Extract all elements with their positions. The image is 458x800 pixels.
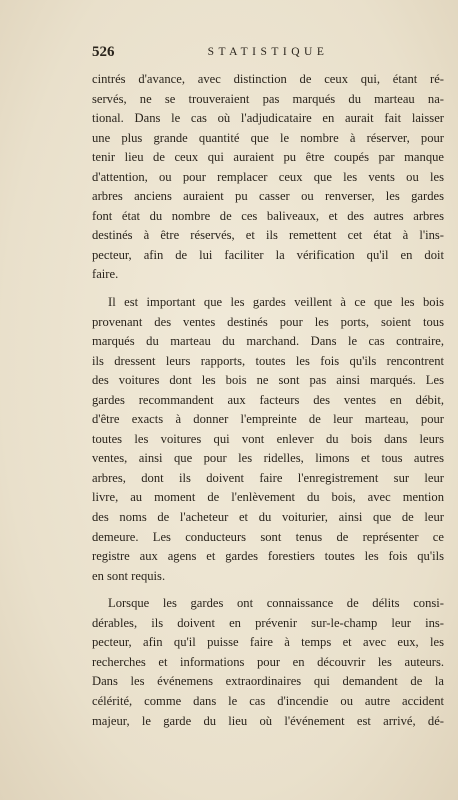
text-line: gardes recommandent aux facteurs des ventes en débit, <box>92 392 444 407</box>
running-head: STATISTIQUE <box>207 46 329 58</box>
paragraph <box>92 594 444 731</box>
text-line: Lorsque les gardes ont connaissance de délits consi- <box>108 596 444 611</box>
text-line: tional. Dans le cas où l'adjudicataire en aurait fait laisser <box>92 111 444 126</box>
text-line: arbres anciens auraient pu casser ou renverser, les gardes <box>92 189 444 204</box>
text-line: toutes les voitures qui vont enlever du bois dans leurs <box>92 431 444 446</box>
text-line: pecteur, afin de lui faciliter la vérification qu'il en doit <box>92 247 444 262</box>
text-line: livre, au moment de l'enlèvement du bois, avec mention <box>92 490 444 505</box>
paragraph <box>92 70 444 285</box>
text-line: Dans les événemens extraordinaires qui demandent de la <box>92 674 444 689</box>
paragraph <box>92 293 444 586</box>
text-line: tenir lieu de ceux qui auraient pu être coupés par manque <box>92 150 444 165</box>
text-line: servés, ne se trouveraient pas marqués du marteau na- <box>92 91 444 106</box>
text-line: recherches et informations pour en découvrir les auteurs. <box>92 654 444 669</box>
text-line: ventes, ainsi que pour les ridelles, limons et tous autres <box>92 451 444 466</box>
text-line: dérables, ils doivent en prévenir sur-le-champ leur ins- <box>92 615 444 630</box>
text-line: d'être exacts à donner l'empreinte de leur marteau, pour <box>92 412 444 427</box>
text-line: célérité, comme dans le cas d'incendie ou autre accident <box>92 693 444 708</box>
text-line: arbres, dont ils doivent faire l'enregistrement sur leur <box>92 470 444 485</box>
page-header <box>92 44 444 64</box>
text-line: en sont requis. <box>92 568 166 583</box>
text-line: des noms de l'acheteur et du voiturier, ainsi que de leur <box>92 510 444 525</box>
text-line: destinés à être réservés, et ils remettent cet état à l'ins- <box>92 228 444 243</box>
text-line: une plus grande quantité que le nombre à réserver, pour <box>92 130 444 145</box>
text-line: Il est important que les gardes veillent à ce que les bois <box>108 295 444 310</box>
text-line: pecteur, afin qu'il puisse faire à temps et avec eux, les <box>92 635 444 650</box>
text-line: faire. <box>92 267 119 282</box>
text-line: marqués du marteau du marchand. Dans le cas contraire, <box>92 334 444 349</box>
text-line: font état du nombre de ces baliveaux, et des autres arbres <box>92 208 444 223</box>
page-number: 526 <box>92 44 115 60</box>
text-line: registre aux agens et gardes forestiers toutes les fois qu'ils <box>92 549 444 564</box>
text-line: demeure. Les conducteurs sont tenus de représenter ce <box>92 529 444 544</box>
text-line: majeur, le garde du lieu où l'événement est arrivé, dé- <box>92 713 444 728</box>
text-line: d'attention, ou pour remplacer ceux que les vents ou les <box>92 169 444 184</box>
text-line: ils dressent leurs rapports, toutes les fois qu'ils rencontrent <box>92 353 444 368</box>
body-text <box>92 70 444 739</box>
text-line: des voitures dont les bois ne sont pas ainsi marqués. Les <box>92 373 444 388</box>
text-line: cintrés d'avance, avec distinction de ceux qui, étant ré- <box>92 72 444 86</box>
text-line: provenant des ventes destinés pour les ports, soient tous <box>92 314 444 329</box>
